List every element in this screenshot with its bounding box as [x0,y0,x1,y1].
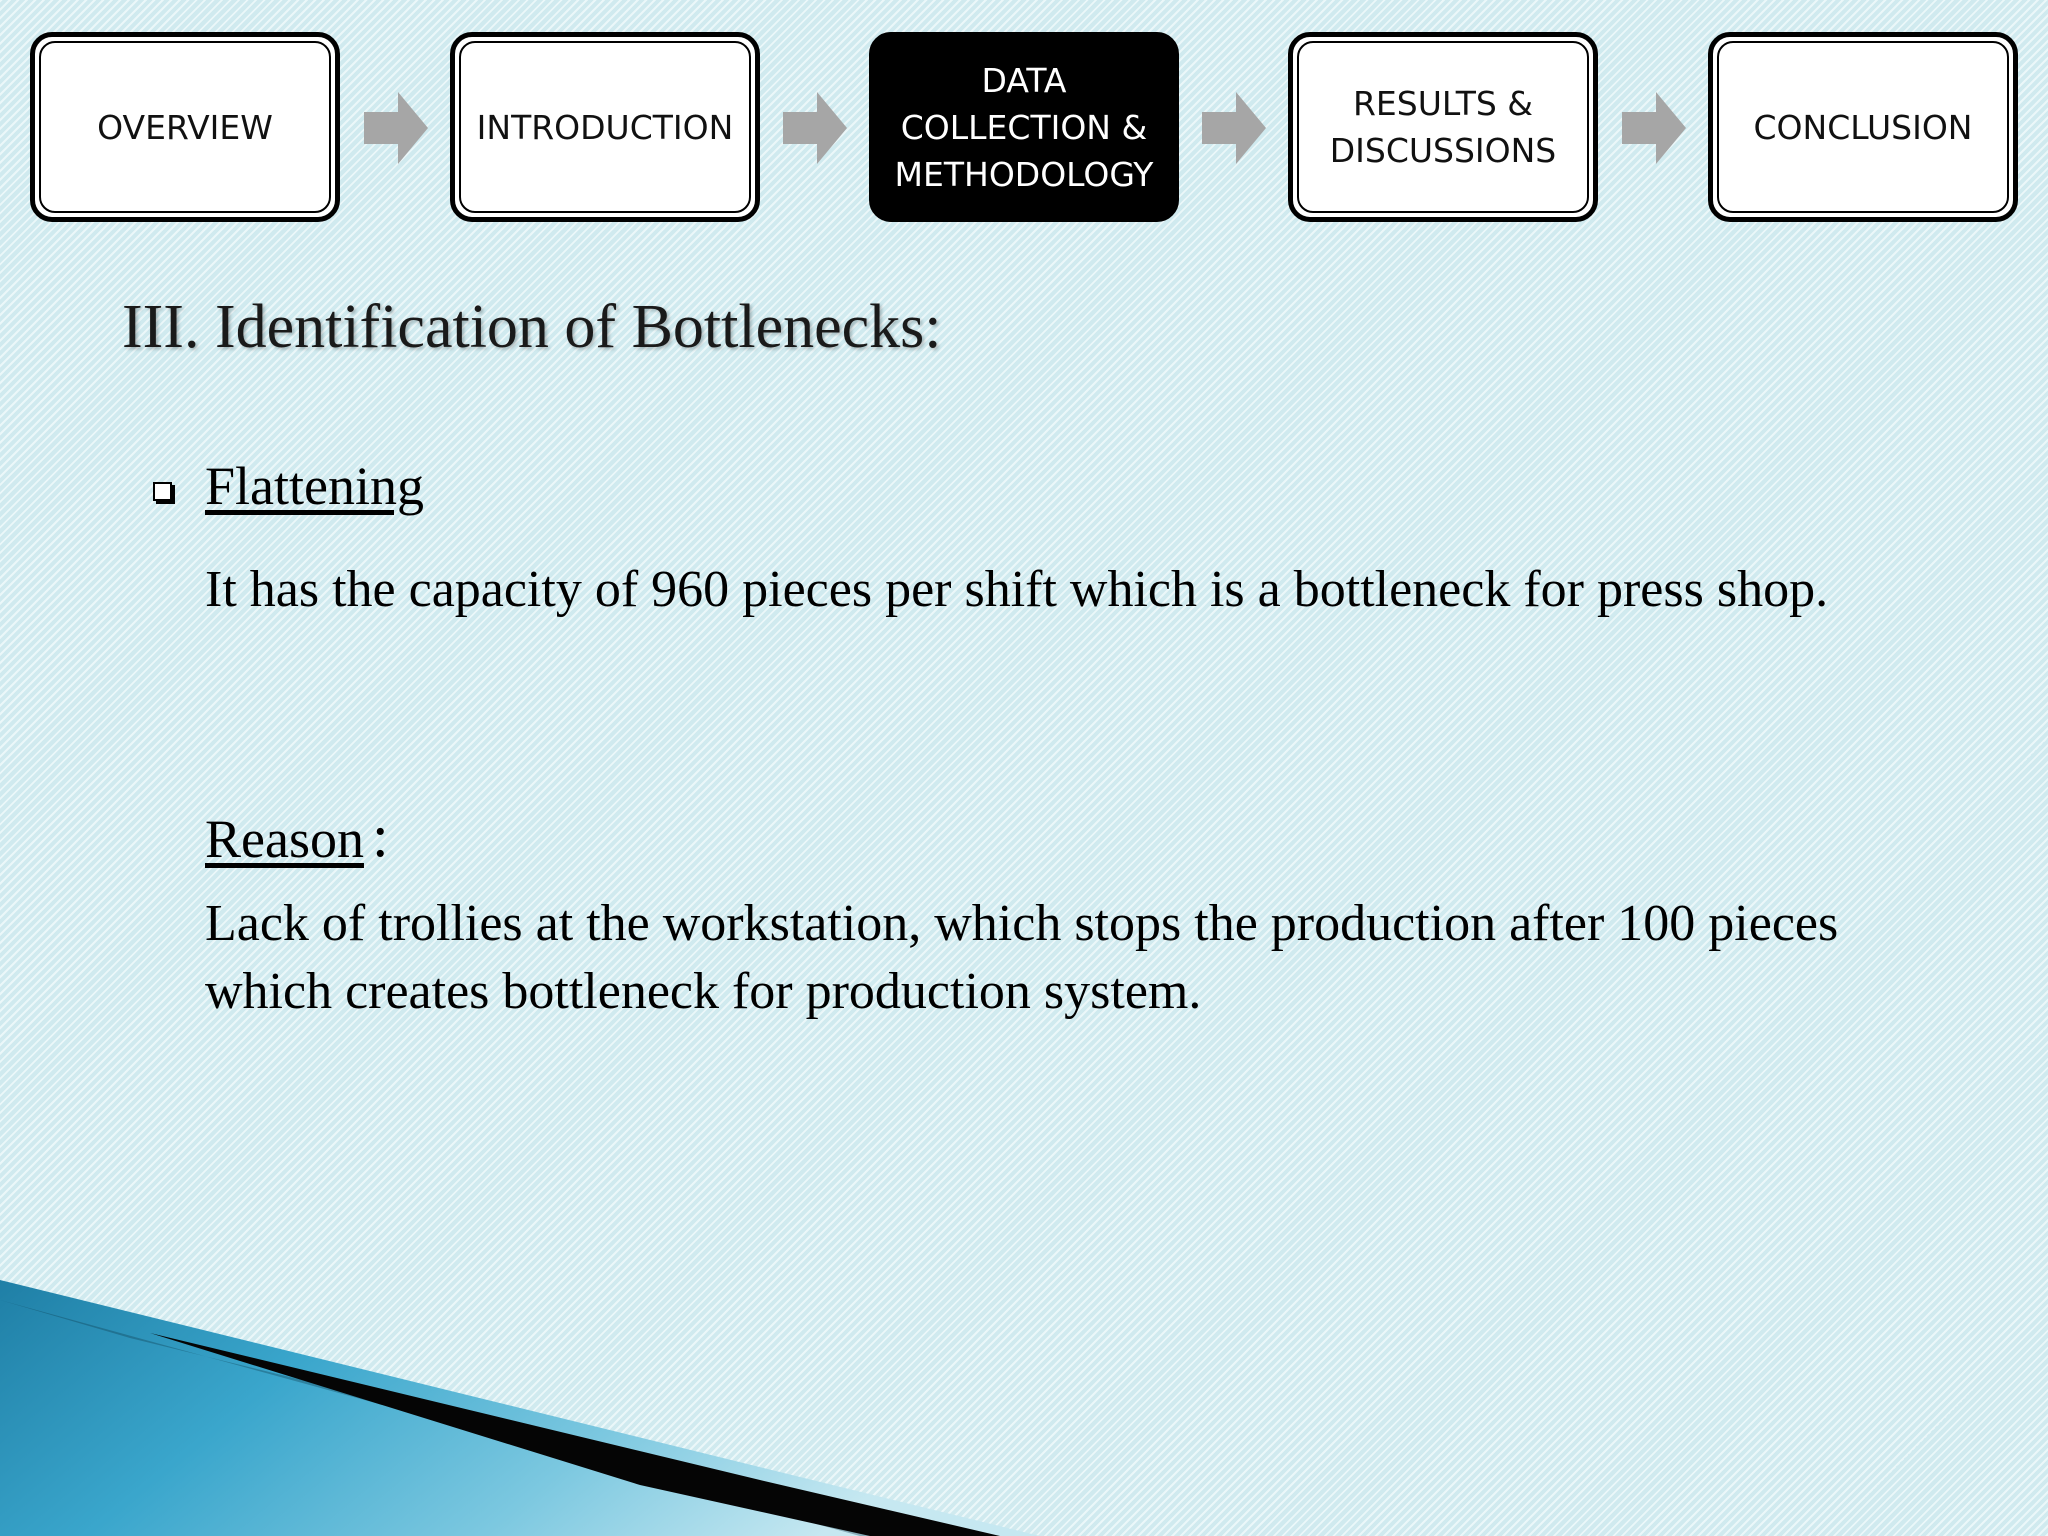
reason-description: Lack of trollies at the workstation, which stops the production after 100 pieces which creates bottleneck for production system. [205,895,1839,1020]
process-flow [0,0,2048,230]
right-arrow-icon [783,92,847,164]
step-overview[interactable] [30,32,340,222]
right-arrow-icon [364,92,428,164]
step-label: DATA COLLECTION & METHODOLOGY [894,60,1154,194]
step-results-discussions[interactable] [1288,32,1598,222]
right-arrow-icon [1622,92,1686,164]
decorative-swoosh [0,1280,2048,1536]
step-label: OVERVIEW [97,107,273,147]
right-arrow-icon [1202,92,1266,164]
reason-subheading: Reason [205,809,364,869]
step-label: CONCLUSION [1753,107,1973,147]
flattening-subheading: Flattening [205,456,424,516]
reason-colon: : [372,803,389,869]
step-introduction[interactable] [450,32,760,222]
hollow-square-bullet-icon [153,482,172,501]
step-conclusion[interactable] [1708,32,2018,222]
slide-heading: III. Identification of Bottlenecks: [122,293,942,361]
step-data-collection-methodology[interactable] [869,32,1179,222]
step-label: RESULTS & DISCUSSIONS [1329,84,1557,170]
step-label: INTRODUCTION [476,107,734,147]
flattening-description: It has the capacity of 960 pieces per shift which is a bottleneck for press shop. [205,561,1829,618]
